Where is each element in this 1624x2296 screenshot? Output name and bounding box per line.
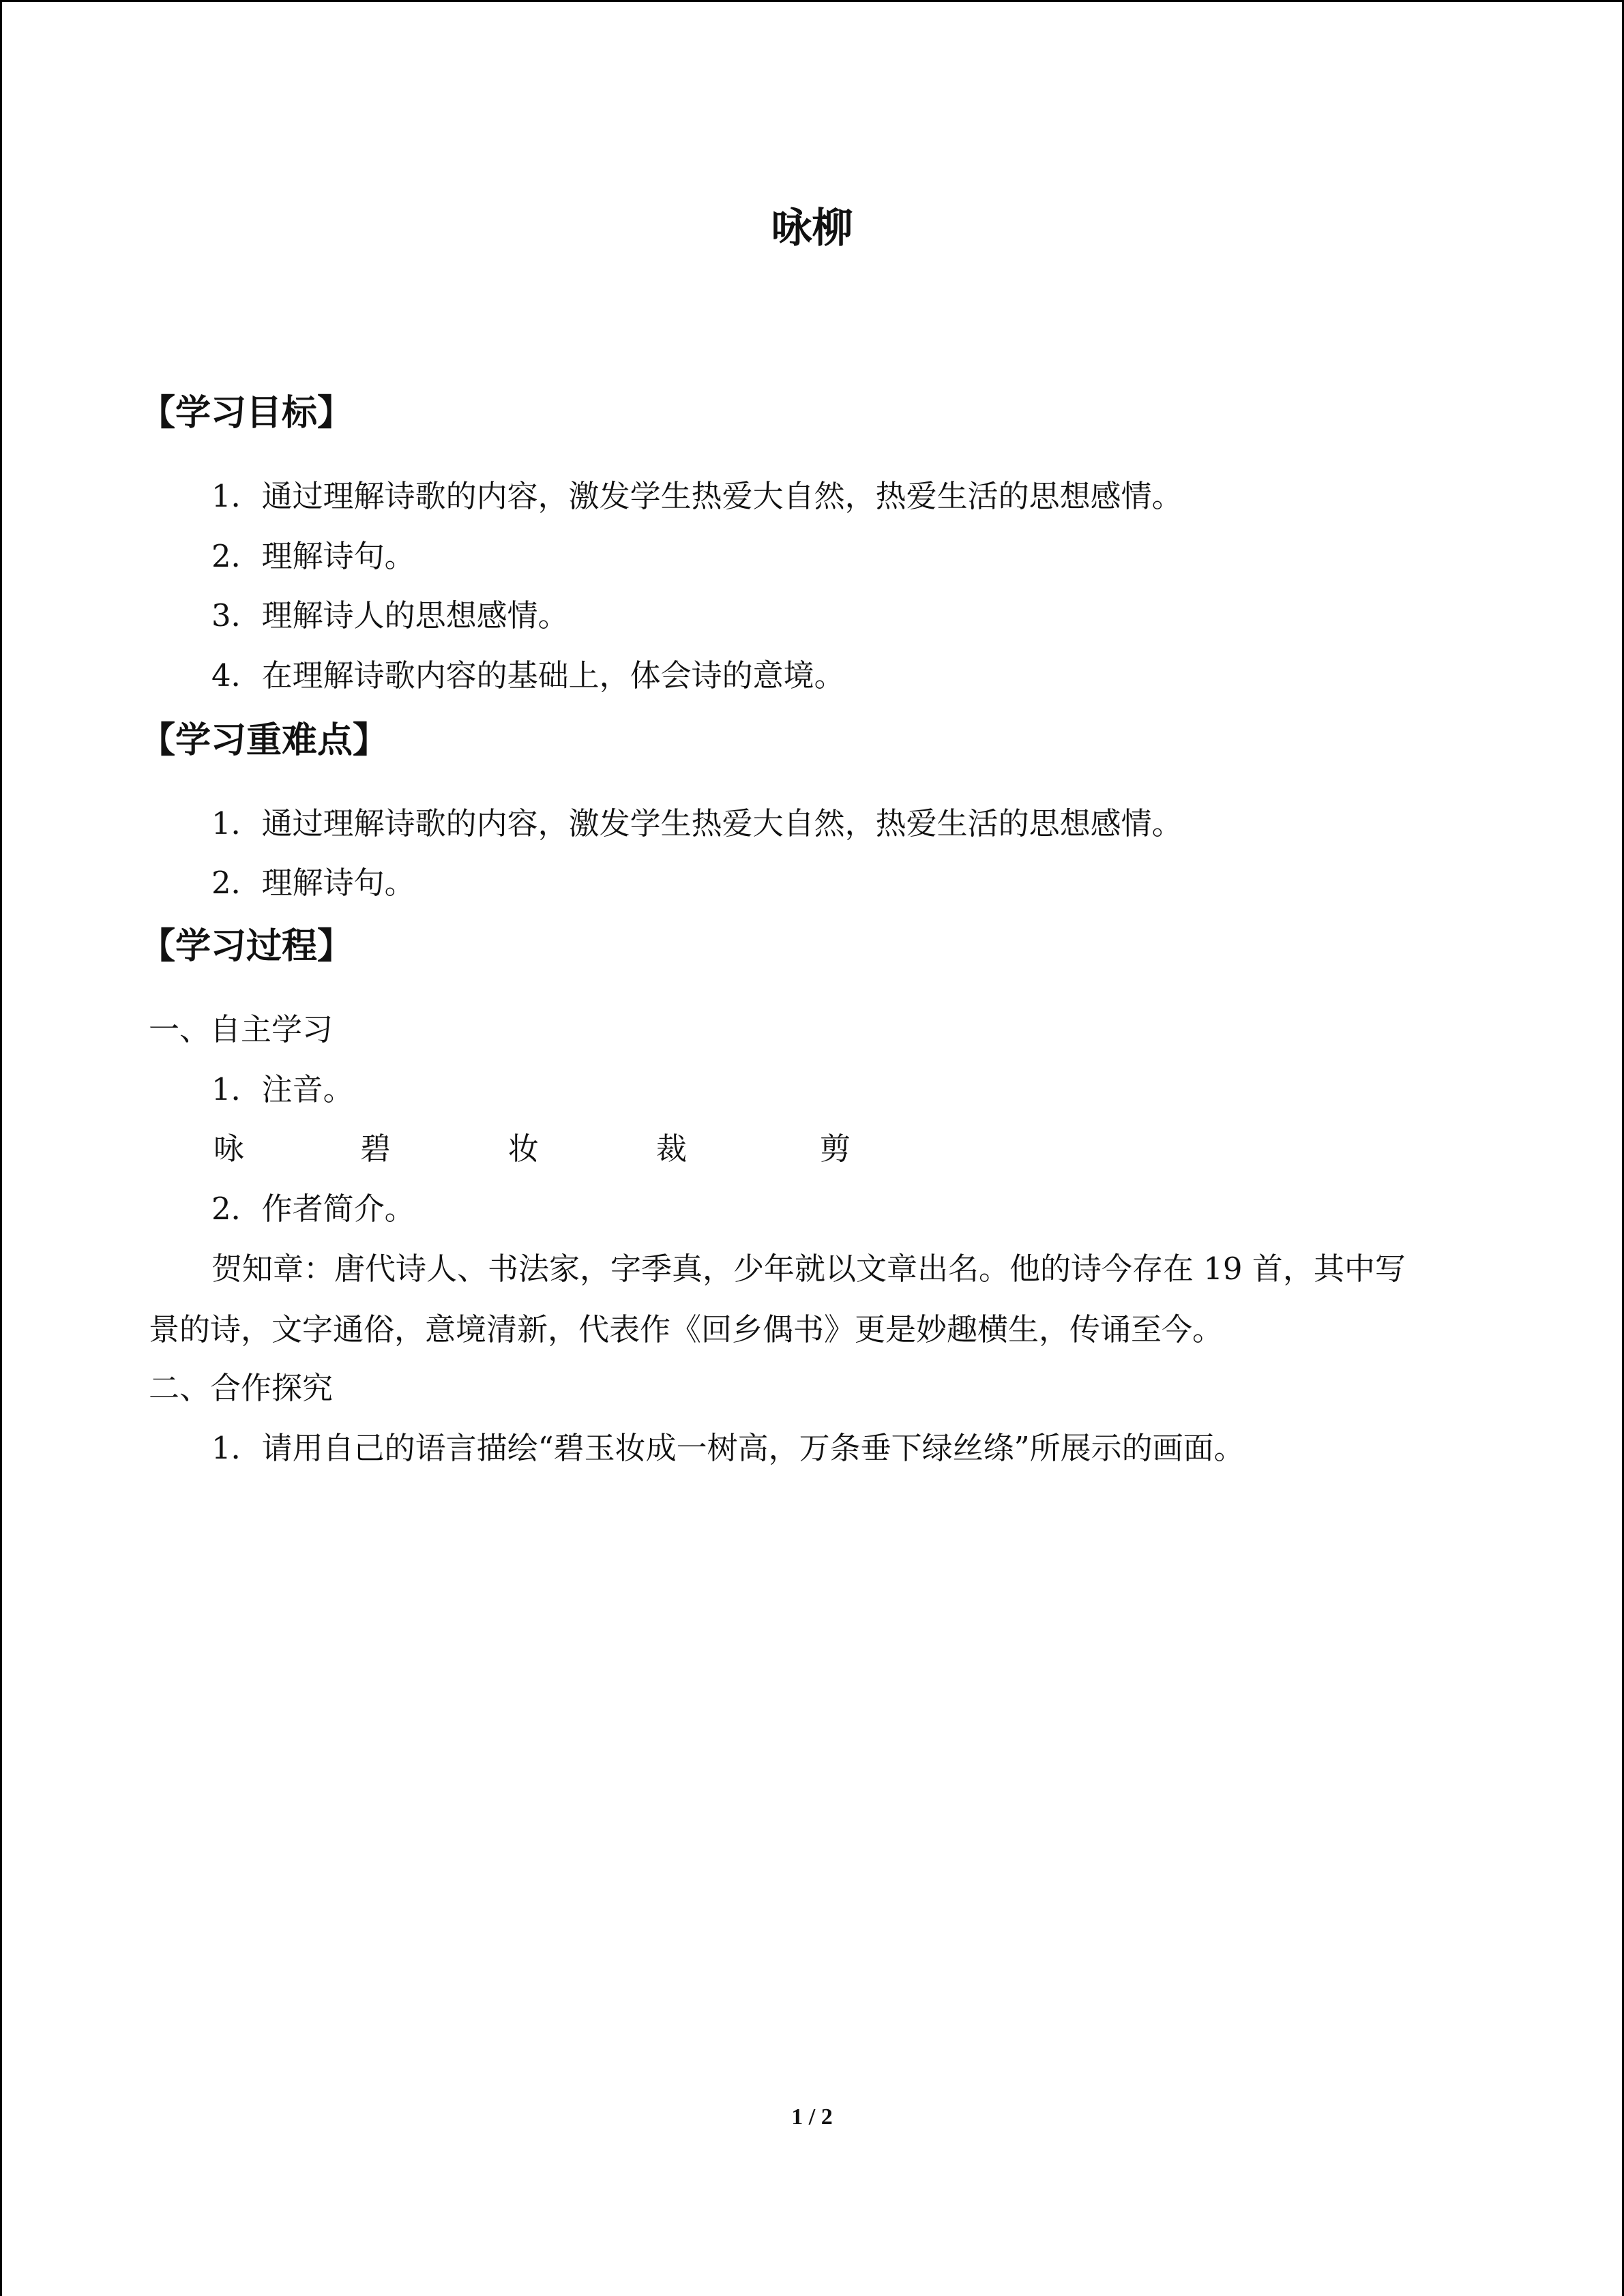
key-point-item-2: 2．理解诗句。 bbox=[211, 865, 415, 901]
pinyin-characters-row bbox=[0, 1133, 1624, 1174]
character-4: 裁 bbox=[656, 1131, 688, 1167]
character-1: 咏 bbox=[213, 1131, 245, 1167]
character-3: 妆 bbox=[508, 1131, 540, 1167]
part1-task2: 2．作者简介。 bbox=[211, 1191, 415, 1227]
author-bio-line-2: 景的诗，文字通俗，意境清新，代表作《回乡偶书》更是妙趣横生，传诵至今。 bbox=[149, 1311, 1224, 1347]
part1-task1: 1．注音。 bbox=[211, 1071, 354, 1107]
heading-goals: 【学习目标】 bbox=[140, 393, 353, 434]
heading-key-points: 【学习重难点】 bbox=[140, 720, 389, 761]
character-5: 剪 bbox=[820, 1131, 851, 1167]
part2-task1: 1．请用自己的语言描绘“碧玉妆成一树高，万条垂下绿丝绦”所展示的画面。 bbox=[211, 1430, 1245, 1466]
goal-item-4: 4．在理解诗歌内容的基础上，体会诗的意境。 bbox=[211, 657, 845, 694]
page-title: 咏柳 bbox=[771, 205, 853, 252]
part2-title: 二、合作探究 bbox=[149, 1370, 334, 1406]
page-number: 1 / 2 bbox=[791, 2104, 833, 2130]
heading-process: 【学习过程】 bbox=[140, 926, 353, 967]
goal-item-2: 2．理解诗句。 bbox=[211, 538, 415, 574]
part1-title: 一、自主学习 bbox=[149, 1011, 334, 1047]
author-bio-line-1: 贺知章：唐代诗人、书法家，字季真，少年就以文章出名。他的诗今存在 19 首，其中写 bbox=[211, 1251, 1406, 1287]
key-point-item-1: 1．通过理解诗歌的内容，激发学生热爱大自然，热爱生活的思想感情。 bbox=[211, 805, 1183, 841]
character-2: 碧 bbox=[360, 1131, 392, 1167]
goal-item-3: 3．理解诗人的思想感情。 bbox=[211, 597, 569, 633]
goal-item-1: 1．通过理解诗歌的内容，激发学生热爱大自然，热爱生活的思想感情。 bbox=[211, 478, 1183, 514]
